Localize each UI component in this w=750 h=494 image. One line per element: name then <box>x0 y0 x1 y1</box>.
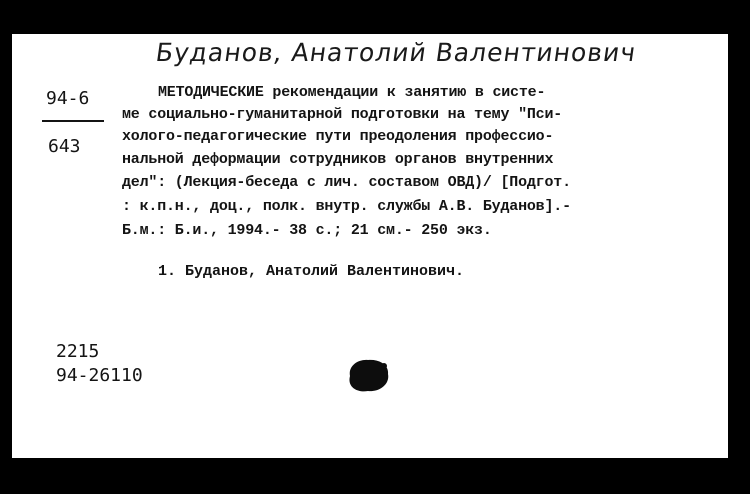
description-line-1: МЕТОДИЧЕСКИЕ рекомендации к занятию в систе- <box>158 84 546 101</box>
ink-blot <box>344 356 392 394</box>
description-line-7: Б.м.: Б.и., 1994.- 38 с.; 21 см.- 250 экз. <box>122 222 492 239</box>
author-heading: Буданов, Анатолий Валентинович <box>153 38 639 67</box>
subject-tracing: 1. Буданов, Анатолий Валентинович. <box>158 263 465 280</box>
shelf-mark-bottom: 643 <box>48 136 81 157</box>
inventory-number-2: 94-26110 <box>56 365 143 386</box>
description-line-5: дел": (Лекция-беседа с лич. составом ОВД)/ [Подгот. <box>122 174 571 191</box>
description-line-4: нальной деформации сотрудников органов внутренних <box>122 151 554 168</box>
description-line-3: холого-педагогические пути преодоления профессио- <box>122 128 554 145</box>
description-line-2: ме социально-гуманитарной подготовки на тему "Пси- <box>122 106 563 123</box>
inventory-number-1: 2215 <box>56 341 100 362</box>
shelf-mark-top: 94-6 <box>46 88 90 109</box>
catalog-card <box>12 34 728 458</box>
description-line-6: : к.п.н., доц., полк. внутр. службы А.В. Буданов].- <box>122 198 571 215</box>
shelf-mark-divider <box>42 120 104 122</box>
